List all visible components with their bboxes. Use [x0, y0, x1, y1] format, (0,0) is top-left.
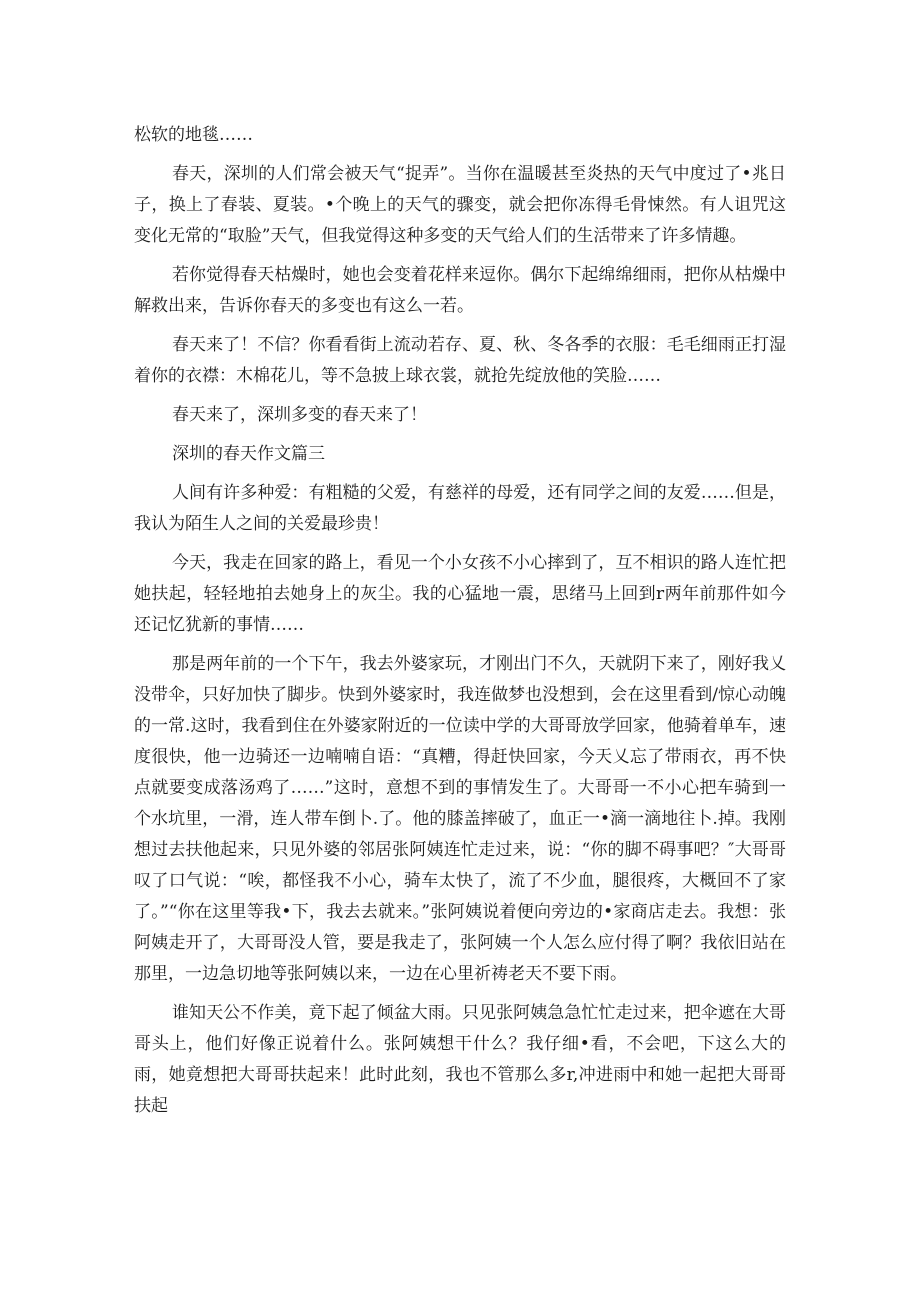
- paragraph-7: 人间有许多种爱：有粗糙的父爱，有慈祥的母爱，还有同学之间的友爱……但是，我认为陌生人之间的关爱最珍贵！: [134, 483, 786, 534]
- paragraph-8: 今天，我走在回家的路上，看见一个小女孩不小心摔到了，互不相识的路人连忙把她扶起，轻轻地拍去她身上的灰尘。我的心猛地一震，思绪马上回到r两年前那件如今还记忆犹新的事情……: [134, 553, 786, 635]
- paragraph-2: 春天，深圳的人们常会被天气“捉弄”。当你在温暖甚至炎热的天气中度过了•兆日子，换上了春装、夏装。•个晚上的天气的骤变，就会把你冻得毛骨悚然。有人诅咒这变化无常的“取脸”天气，但我觉得这种多变的天气给人们的生活带来了许多情趣。: [134, 164, 786, 246]
- section-heading: 深圳的春天作文篇三: [172, 444, 325, 464]
- paragraph-3: 若你觉得春天枯燥时，她也会变着花样来逗你。偶尔下起绵绵细雨，把你从枯燥中解救出来，告诉你春天的多变也有这么一若。: [134, 265, 786, 316]
- paragraph-10: 谁知天公不作美，竟下起了倾盆大雨。只见张阿姨急急忙忙走过来，把伞遮在大哥哥头上，他们好像正说着什么。张阿姨想干什么？我仔细•看，不会吧，下这么大的雨，她竟想把大哥哥扶起来！此时此刻，我也不管那么多r,冲进雨中和她一起把大哥哥扶起: [134, 1003, 786, 1116]
- paragraph-4: 春天来了！不信？你看看街上流动若存、夏、秋、冬各季的衣服：毛毛细雨正打湿着你的衣襟：木棉花儿，等不急披上球衣裳，就抢先绽放他的笑脸……: [134, 335, 786, 386]
- paragraph-9: 那是两年前的一个下午，我去外婆家玩，才刚出门不久，天就阴下来了，刚好我乂没带伞，只好加快了脚步。快到外婆家时，我连做梦也没想到，会在这里看到/惊心动魄的一常.这时，我看到住在外婆家附近的一位读中学的大哥哥放学回家，他骑着单车，速度很快，他一边骑还一边喃喃自语：“真糟，得赶快回家，今天乂忘了带雨衣，再不快点就要变成落汤鸡了……”这时，意想不到的事情发生了。大哥哥一不小心把车骑到一个水坑里，一滑，连人带车倒卜.了。他的膝盖摔破了，血正一•滴一滴地往卜.掉。我刚想过去扶他起来，只见外婆的邻居张阿姨连忙走过来，说：“你的脚不碍事吧？″大哥哥叹了口气说：“唉，都怪我不小心，骑车太快了，流了不少血，腿很疼，大概回不了家了。”“你在这里等我•下，我去去就来。”张阿姨说着便向旁边的•家商店走去。我想：张阿姨走开了，大哥哥没人管，要是我走了，张阿姨一个人怎么应付得了啊？我依旧站在那里，一边急切地等张阿姨以来，一边在心里祈祷老天不要下雨。: [134, 654, 786, 984]
- paragraph-1: 松软的地毯……: [134, 125, 253, 145]
- document-body: [134, 120, 786, 1130]
- paragraph-5: 春天来了，深圳多变的春天来了！: [172, 405, 427, 425]
